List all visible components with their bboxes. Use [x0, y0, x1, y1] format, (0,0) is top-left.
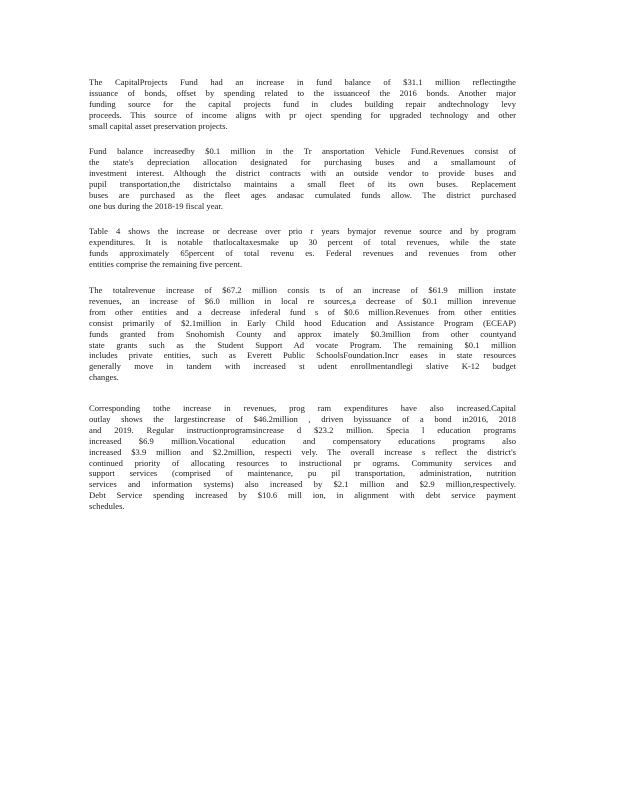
text-line: issuance of bonds, offset by spending related to the issuanceof the 2016 bonds. Another major	[89, 87, 516, 98]
text-line: consist primarily of $2.1million in Early Child hood Education and Assistance Program (ECEAP)	[89, 317, 516, 328]
text-line: continued priority of allocating resources to instructional pr ograms. Community services and	[89, 457, 516, 468]
text-line: The CapitalProjects Fund had an increase in fund balance of $31.1 million reflectingthe	[89, 77, 516, 87]
text-line: revenues, an increase of $6.0 million in local re sources,a decrease of $0.1 million inrevenue	[89, 295, 516, 306]
text-line: changes.	[89, 372, 119, 383]
text-line: entities comprise the remaining five percent.	[89, 258, 243, 269]
text-line: Table 4 shows the increase or decrease over prio r years bymajor revenue source and by program	[89, 226, 516, 236]
text-line: support services (comprised of maintenance, pu pil transportation, administration, nutrition	[89, 468, 516, 479]
text-line: pupil transportation,the districtalso maintains a small fleet of its own buses. Replacement	[89, 178, 516, 189]
text-line: investment interest. Although the district contracts with an outside vendor to provide buses and	[89, 167, 516, 178]
text-line: increased $6.9 million.Vocational education and compensatory educations programs also	[89, 435, 516, 446]
paragraph-capital-projects-fund	[89, 77, 516, 132]
text-line: the state's depreciation allocation designated for purchasing buses and a smallamount of	[89, 156, 516, 167]
paragraph-transportation-vehicle-fund	[89, 146, 516, 211]
paragraph-total-revenue	[89, 285, 516, 383]
text-line: state grants such as the Student Support Ad vocate Program. The remaining $0.1 million	[89, 339, 516, 350]
text-line: funding source for the capital projects fund in cludes building repair andtechnology levy	[89, 98, 516, 109]
text-line: schedules.	[89, 501, 125, 512]
text-line: small capital asset preservation projects.	[89, 120, 228, 131]
paragraph-program-expenditures	[89, 403, 516, 512]
text-line: The totalrevenue increase of $67.2 million consis ts of an increase of $61.9 million instate	[89, 285, 516, 295]
text-line: and 2019. Regular instructionprogramsincrease d $23.2 million. Specia l education programs	[89, 424, 516, 435]
text-line: Debt Service spending increased by $10.6 mill ion, in alignment with debt service payment	[89, 490, 516, 501]
text-line: increased $3.9 million and $2.2million, respecti vely. The overall increase s reflect the district's	[89, 446, 516, 457]
text-line: proceeds. This source of income aligns with pr oject spending for upgraded technology and other	[89, 109, 516, 120]
text-line: expenditures. It is notable thatlocaltaxesmake up 30 percent of total revenues, while the state	[89, 236, 516, 247]
text-line: buses are purchased as the fleet ages andasac cumulated funds allow. The district purchased	[89, 189, 516, 200]
text-line: from other entities and a decrease infederal fund s of $0.6 million.Revenues from other entities	[89, 306, 516, 317]
text-line: outlay shows the largestincrease of $46.2million , driven byissuance of a bond in2016, 2018	[89, 413, 516, 424]
text-line: Fund balance increasedby $0.1 million in the Tr ansportation Vehicle Fund.Revenues consist of	[89, 146, 516, 156]
text-line: funds granted from Snohomish County and approx imately $0.3million from other countyand	[89, 328, 516, 339]
text-line: services and information systems) also increased by $2.1 million and $2.9 million,respectively.	[89, 479, 516, 490]
text-line: one bus during the 2018-19 fiscal year.	[89, 200, 223, 211]
text-line: Corresponding tothe increase in revenues, prog ram expenditures have also increased.Capital	[89, 403, 516, 413]
text-line: includes private entities, such as Everett Public SchoolsFoundation.Incr eases in state resources	[89, 350, 516, 361]
text-line: generally move in tandem with increased st udent enrollmentandlegi slative K-12 budget	[89, 361, 516, 372]
paragraph-table-4-summary	[89, 226, 516, 270]
text-line: funds approximately 65percent of total revenu es. Federal revenues and revenues from other	[89, 247, 516, 258]
